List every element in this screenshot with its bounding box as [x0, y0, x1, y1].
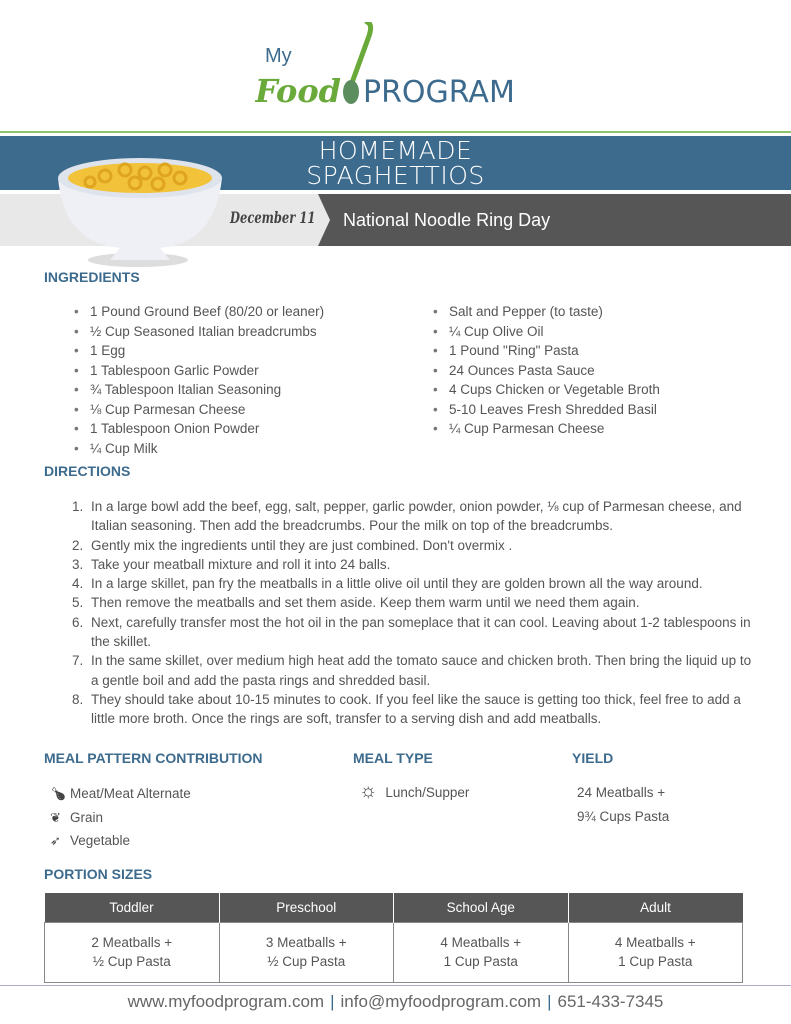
portion-cell: 3 Meatballs + ½ Cup Pasta [219, 922, 394, 982]
direction-step: 4. In a large skillet, pan fry the meatballs in a little olive oil until they are golden brown all the way around. [72, 576, 703, 592]
meal-pattern-item: 🍗︎ Meat/Meat Alternate [50, 782, 191, 806]
sun-icon: ☼ [359, 780, 378, 802]
ingredient-item: • 4 Cups Chicken or Vegetable Broth [433, 380, 660, 400]
portion-cell: 4 Meatballs + 1 Cup Pasta [394, 922, 569, 982]
email-link[interactable]: info@myfoodprogram.com [340, 992, 542, 1011]
svg-text:My: My [265, 45, 292, 67]
direction-step: 6. Next, carefully transfer most the hot oil in the pan someplace that it can cool. Leaving about 1-2 tablespoons in the skillet. [72, 614, 751, 650]
meal-pattern-list [50, 782, 191, 853]
portion-cell: 2 Meatballs + ½ Cup Pasta [45, 922, 220, 982]
table-row [45, 922, 743, 982]
direction-step: 2. Gently mix the ingredients until they are just combined. Don't overmix . [72, 537, 513, 553]
directions-list [72, 497, 752, 729]
direction-step: 5. Then remove the meatballs and set them aside. Keep them warm until we need them again. [72, 595, 640, 611]
yield-heading: YIELD [572, 750, 614, 766]
meal-pattern-item: ❦ Grain [50, 806, 191, 830]
ingredient-item: • 1 Pound Ground Beef (80/20 or leaner) [74, 302, 324, 322]
day-name: National Noodle Ring Day [343, 210, 551, 230]
direction-step: 8. They should take about 10-15 minutes to cook. If you feel like the sauce is getting too thick, feel free to add a little more broth. Once the rings are soft, transfer to a serving dish and add meatballs. [72, 691, 741, 727]
column-header: Toddler [45, 893, 220, 922]
footer: www.myfoodprogram.com | info@myfoodprogram.com | 651-433-7345 [127, 992, 664, 1011]
ingredient-item: • ¾ Tablespoon Italian Seasoning [74, 380, 324, 400]
ingredient-item: • ¼ Cup Olive Oil [433, 322, 660, 342]
meal-type: ☼ Lunch/Supper [359, 780, 469, 805]
ingredient-item: • ¼ Cup Milk [74, 439, 324, 459]
footer-divider [0, 985, 791, 986]
yield-value: 24 Meatballs + 9¾ Cups Pasta [577, 785, 670, 824]
direction-step: 7. In the same skillet, over medium high heat add the tomato sauce and chicken broth. Then bring the liquid up to a gentle boil and add the pasta rings and shredded basil. [72, 653, 752, 688]
meal-pattern-heading: MEAL PATTERN CONTRIBUTION [44, 750, 263, 766]
ingredient-item: • 1 Tablespoon Onion Powder [74, 419, 324, 439]
ingredient-item: • 1 Egg [74, 341, 324, 361]
ingredient-item: • ¼ Cup Parmesan Cheese [433, 419, 660, 439]
carrot-icon: ➶ [50, 833, 61, 848]
ingredient-item: • 5-10 Leaves Fresh Shredded Basil [433, 400, 660, 420]
svg-text:Food: Food [255, 72, 342, 110]
column-header: Adult [568, 893, 743, 922]
ingredient-item: • 1 Tablespoon Garlic Powder [74, 361, 324, 381]
website-link[interactable]: www.myfoodprogram.com [127, 992, 325, 1011]
meal-type-heading: MEAL TYPE [353, 750, 433, 766]
ingredient-item: • 24 Ounces Pasta Sauce [433, 361, 660, 381]
directions-heading: DIRECTIONS [44, 463, 131, 479]
ingredient-item: • ⅛ Cup Parmesan Cheese [74, 400, 324, 420]
portion-sizes-heading: PORTION SIZES [44, 866, 153, 882]
wheat-icon: ❦ [50, 809, 61, 825]
column-header: School Age [394, 893, 569, 922]
recipe-title: HOMEMADE SPAGHETTIOS [306, 136, 485, 190]
phone-number: 651-433-7345 [557, 992, 664, 1011]
portion-cell: 4 Meatballs + 1 Cup Pasta [568, 922, 743, 982]
ingredient-item: • Salt and Pepper (to taste) [433, 302, 660, 322]
direction-step: 3. Take your meatball mixture and roll it into 24 balls. [72, 556, 391, 572]
my-food-program-logo [255, 22, 545, 112]
ingredients-list-left [74, 302, 324, 458]
ingredient-item: • 1 Pound "Ring" Pasta [433, 341, 660, 361]
ingredients-heading: INGREDIENTS [44, 269, 140, 285]
portion-table [44, 893, 743, 983]
date-label: December 11 [230, 208, 316, 227]
direction-step: 1. In a large bowl add the beef, egg, salt, pepper, garlic powder, onion powder, ⅛ cup of Parmesan cheese, and Italian seasoning. Then add the breadcrumbs. Pour the milk on top of the breadcrumbs. [72, 499, 742, 534]
meal-pattern-item: ➶ Vegetable [50, 829, 191, 853]
column-header: Preschool [219, 893, 394, 922]
divider [0, 131, 791, 133]
drumstick-icon: 🍗︎ [50, 786, 67, 801]
ingredient-item: • ½ Cup Seasoned Italian breadcrumbs [74, 322, 324, 342]
bowl-illustration [50, 148, 230, 268]
ingredients-list-right [433, 302, 660, 439]
svg-text:PROGRAM: PROGRAM [363, 75, 515, 110]
